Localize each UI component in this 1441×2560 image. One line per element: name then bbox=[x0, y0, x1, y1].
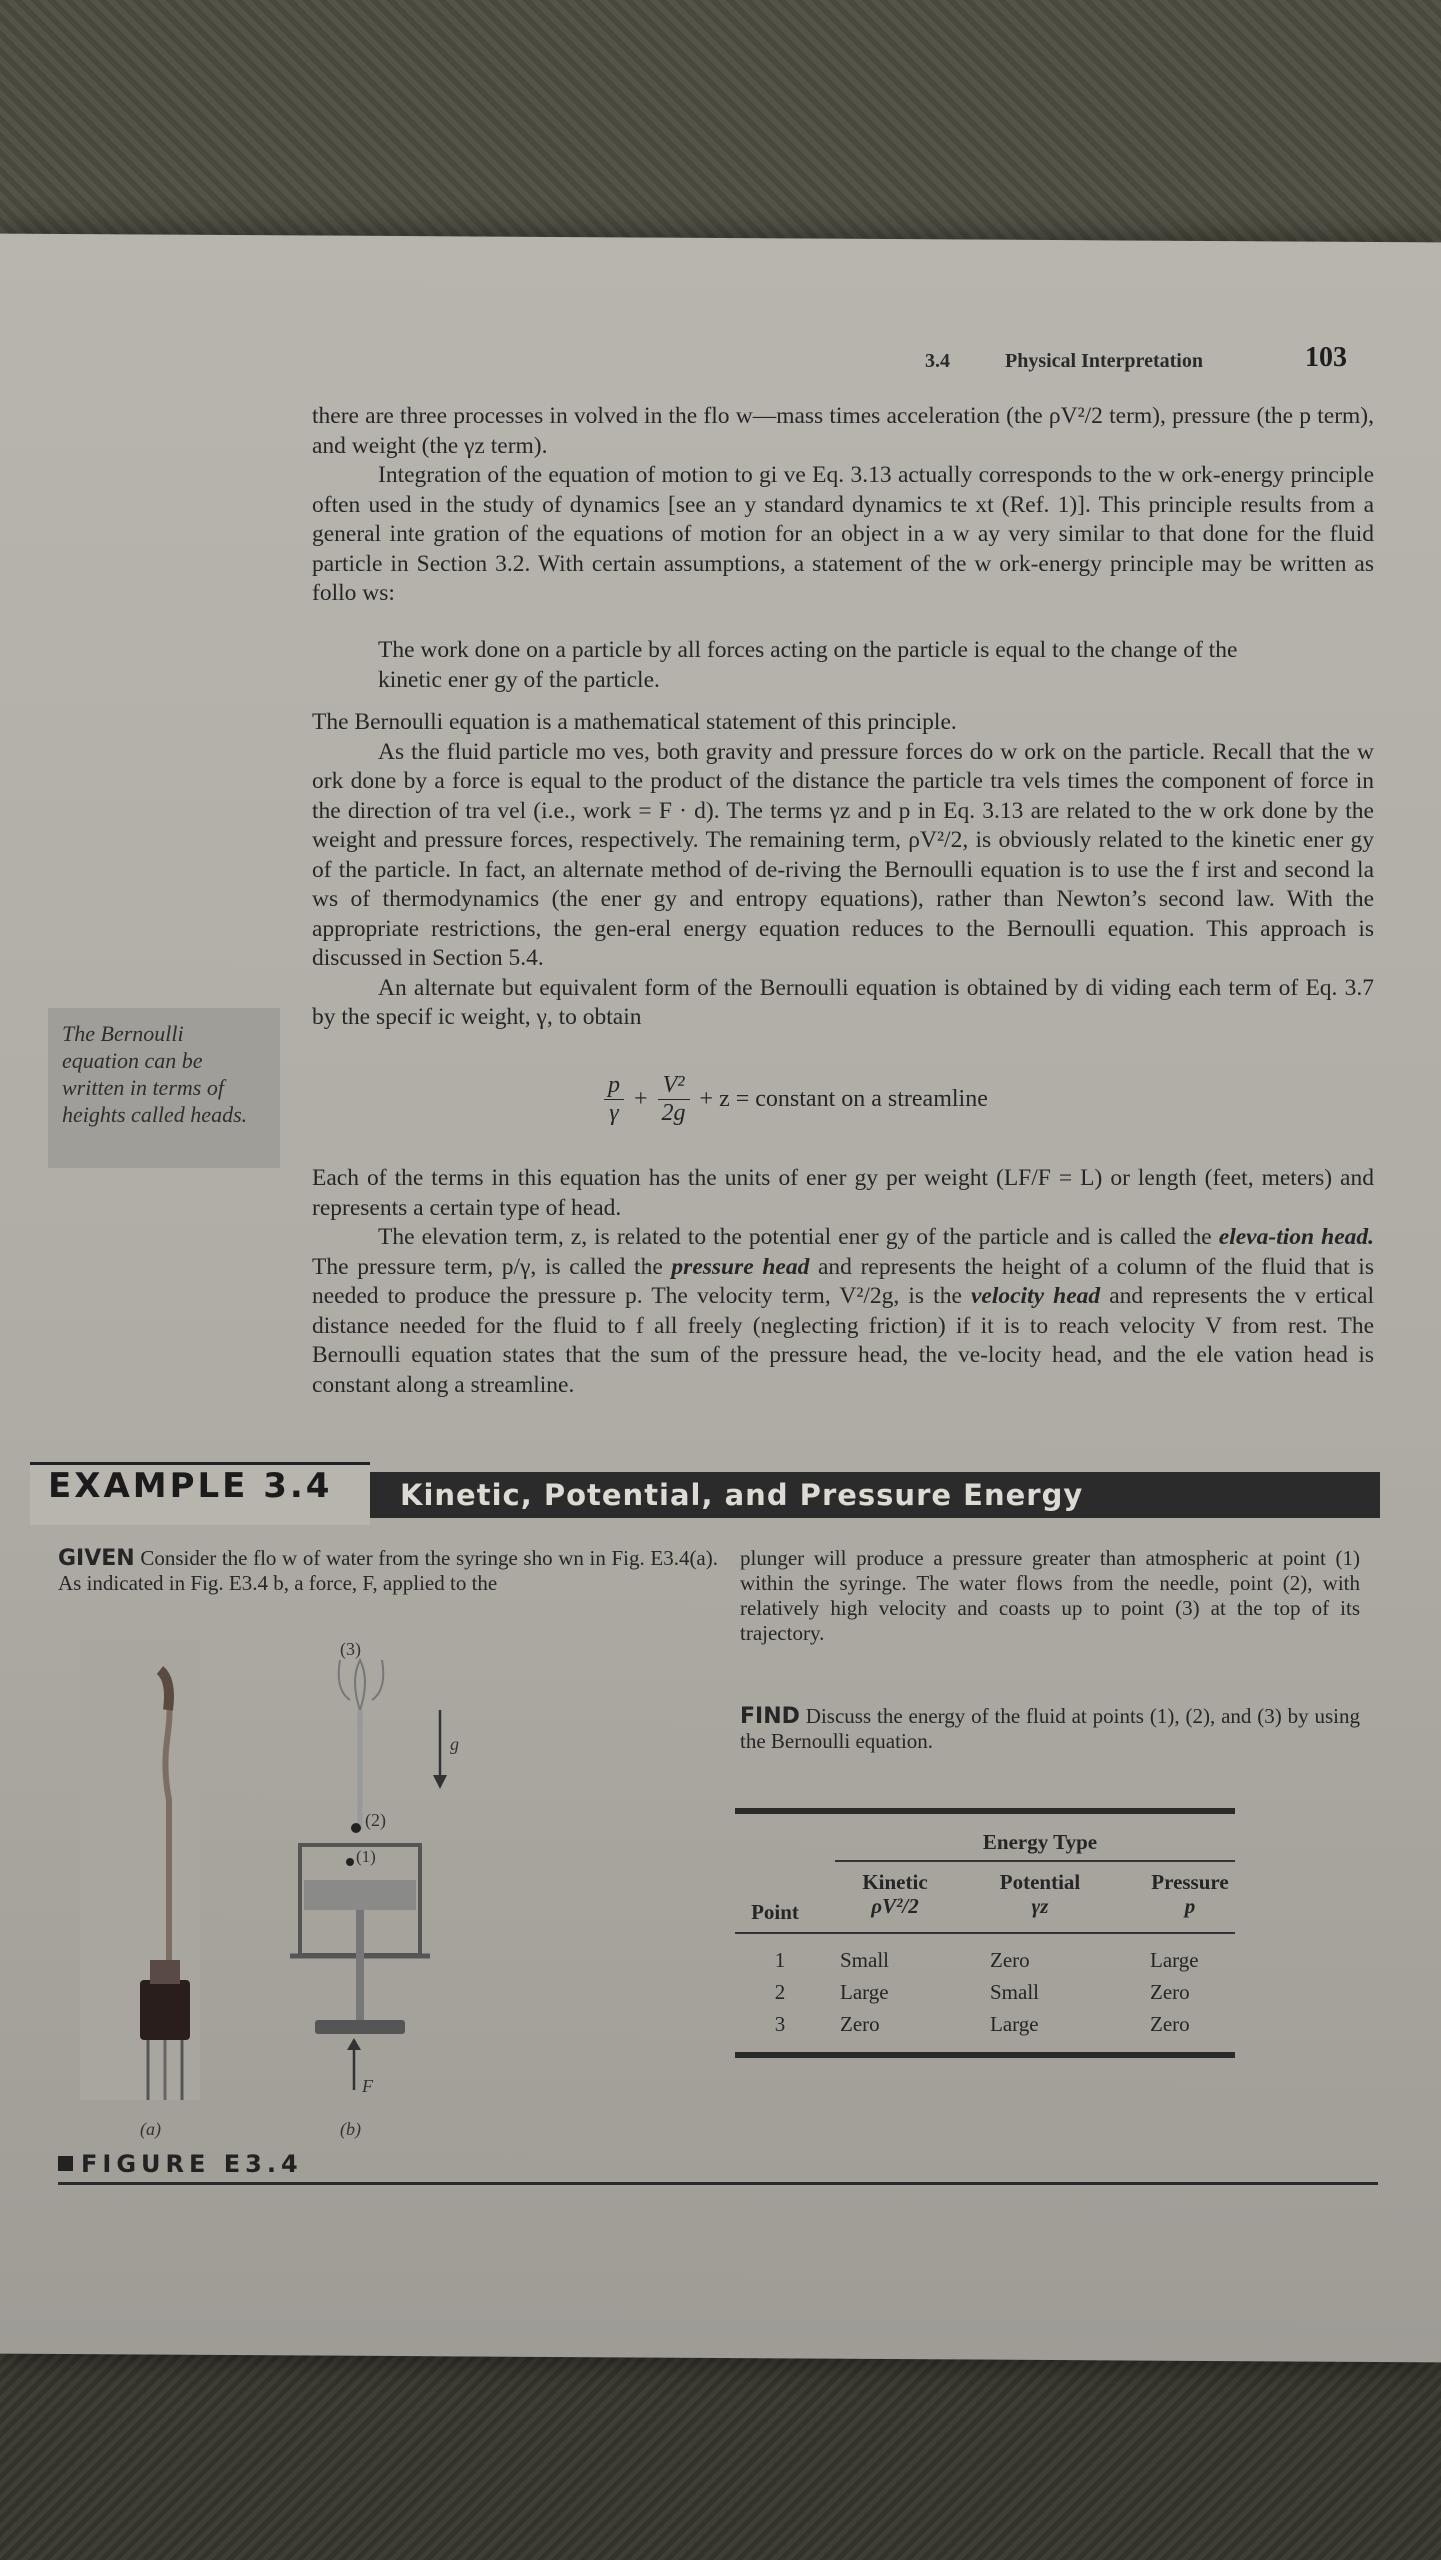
figure-label-2: (2) bbox=[365, 1810, 386, 1830]
example-title: Kinetic, Potential, and Pressure Energy bbox=[400, 1478, 1084, 1512]
header-section-number: 3.4 bbox=[925, 350, 950, 372]
velocity-head-fraction bbox=[658, 1072, 690, 1127]
table-cell-pressure: Large bbox=[1150, 1948, 1199, 1972]
find-section bbox=[740, 1704, 1360, 1754]
caption-square-icon bbox=[58, 2156, 73, 2171]
figure-label-g: g bbox=[450, 1734, 459, 1754]
paragraph: there are three processes in volved in the flo w—mass times acceleration (the ρV²/2 term), pressure (the p term), and weight (the γz term). bbox=[312, 403, 1374, 459]
table-cell-kinetic: Zero bbox=[840, 2012, 880, 2036]
find-label: FIND bbox=[740, 1704, 800, 1729]
table-cell-point: 1 bbox=[774, 1948, 786, 1972]
figure-caption: FIGURE E3.4 bbox=[58, 2150, 303, 2178]
given-label: GIVEN bbox=[58, 1546, 135, 1571]
text-block-1 bbox=[312, 402, 1374, 609]
paragraph: The elevation term, z, is related to the potential ener gy of the particle and is called the eleva-tion head. The pressure term, p/γ, is called the pressure head and represents the height of a column of the fluid that is needed to produce the pressure p. The velocity term, V²/2g, is the velocity head and represents the v ertical distance needed for the fluid to f all freely (neglecting friction) if it is to reach velocity V from rest. The Bernoulli equation states that the sum of the pressure head, the ve-locity head, and the ele vation head is constant along a streamline. bbox=[312, 1224, 1375, 1398]
table-cell-point: 3 bbox=[774, 2012, 786, 2036]
table-header-kinetic: Kinetic bbox=[862, 1870, 928, 1894]
text-block-3 bbox=[312, 1164, 1374, 1400]
find-text: Discuss the energy of the fluid at points (1), (2), and (3) by using the Bernoulli equation. bbox=[740, 1704, 1361, 1753]
syringe-diagram-b bbox=[290, 1660, 447, 2090]
table-bottom-rule bbox=[735, 2052, 1235, 2058]
example-label: EXAMPLE 3.4 bbox=[48, 1466, 333, 1506]
fraction-denominator: γ bbox=[609, 1100, 619, 1126]
table-cell-potential: Large bbox=[990, 2012, 1039, 2036]
figure-label-1: (1) bbox=[356, 1847, 376, 1866]
figure-label-F: F bbox=[362, 2076, 373, 2096]
background-bottom bbox=[0, 2340, 1441, 2560]
table-header-point: Point bbox=[751, 1900, 799, 1924]
table-header-pressure: Pressure bbox=[1151, 1870, 1229, 1894]
table-header-potential: Potential bbox=[999, 1870, 1081, 1894]
header-title: Physical Interpretation bbox=[1005, 350, 1203, 372]
table-cell-kinetic: Large bbox=[840, 1980, 889, 2004]
paragraph: Integration of the equation of motion to gi ve Eq. 3.13 actually corresponds to the w ork-energy principle often used in the study of dynamics [see an y standard dynamics te xt (Ref. 1)]. This principle results from a general inte gration of the equations of motion for an object in a w ay very similar to that done for the fluid particle in Section 3.2. With certain assumptions, a statement of the w ork-energy principle may be written as follo ws: bbox=[312, 462, 1374, 606]
point-1-marker bbox=[346, 1858, 354, 1866]
fraction-denominator: 2g bbox=[661, 1100, 686, 1126]
example-bottom-rule bbox=[58, 2182, 1378, 2185]
figure-label-a: (a) bbox=[140, 2119, 161, 2139]
table-header-rule bbox=[735, 1932, 1235, 1934]
given-text: Consider the flo w of water from the syringe sho wn in Fig. E3.4(a). As indicated in Fig. E3.4 b, a force, F, applied to the bbox=[58, 1546, 718, 1595]
paragraph: The Bernoulli equation is a mathematical statement of this principle. bbox=[312, 709, 957, 735]
background-top bbox=[0, 0, 1441, 250]
table-cell-kinetic: Small bbox=[840, 1948, 890, 1972]
margin-note: The Bernoulli equation can be written in terms of heights called heads. bbox=[48, 1008, 280, 1168]
paragraph: Each of the terms in this equation has the units of ener gy per weight (LF/F = L) or length (feet, meters) and represents a certain type of head. bbox=[312, 1165, 1374, 1221]
table-subheader-potential: γz bbox=[1031, 1894, 1049, 1918]
table-cell-potential: Zero bbox=[990, 1948, 1030, 1972]
figure-label-b: (b) bbox=[340, 2119, 361, 2139]
paragraph: An alternate but equivalent form of the Bernoulli equation is obtained by di viding each term of Eq. 3.7 by the specif ic weight, γ, to obtain bbox=[312, 974, 1374, 1030]
table-group-rule bbox=[835, 1860, 1235, 1862]
syringe-photo-a bbox=[80, 1640, 200, 2100]
table-group-header: Energy Type bbox=[982, 1830, 1098, 1854]
bernoulli-head-equation: $\frac{p}{\gamma}$ + $\frac{\text{V²}}{2g}$ + z = constant on a streamline bbox=[600, 1072, 988, 1142]
table-cell-pressure: Zero bbox=[1150, 2012, 1190, 2036]
table-subheader-kinetic: ρV²/2 bbox=[871, 1894, 919, 1918]
equation-remainder: + z = constant on a streamline bbox=[699, 1086, 988, 1112]
table-subheader-pressure: p bbox=[1184, 1894, 1196, 1918]
table-top-rule bbox=[735, 1808, 1235, 1814]
given-section bbox=[58, 1546, 718, 1596]
paragraph: As the fluid particle mo ves, both gravity and pressure forces do w ork on the particle. Recall that the w ork done by a force is equal to the product of the distance the particle tra vels times the component of force in the direction of tra vel (i.e., work = F · d). The terms γz and p in Eq. 3.13 are related to the w ork done by the weight and pressure forces, respectively. The remaining term, ρV²/2, is obviously related to the kinetic ener gy of the particle. In fact, an alternate method of de-riving the Bernoulli equation is to use the f irst and second la ws of thermodynamics (the ener gy and entropy equations), rather than Newton’s second law. With the appropriate restrictions, the gen-eral energy equation reduces to the Bernoulli equation. This approach is discussed in Section 5.4. bbox=[312, 738, 1374, 971]
table-cell-potential: Small bbox=[990, 1980, 1040, 2004]
principle-quote: The work done on a particle by all forces acting on the particle is equal to the change of the kinetic ener gy of the particle. bbox=[378, 637, 1238, 693]
fraction-numerator: V² bbox=[658, 1072, 690, 1100]
table-cell-pressure: Zero bbox=[1150, 1980, 1190, 2004]
text-block-2 bbox=[312, 708, 1374, 1033]
point-2-marker bbox=[351, 1823, 361, 1833]
syringe-figure bbox=[60, 1640, 480, 2160]
page-number: 103 bbox=[1305, 342, 1347, 373]
pressure-head-fraction bbox=[604, 1072, 624, 1127]
table-cell-point: 2 bbox=[774, 1980, 786, 2004]
figure-label-3: (3) bbox=[340, 1640, 361, 1659]
given-continued: plunger will produce a pressure greater than atmospheric at point (1) within the syringe. The water flows from the needle, point (2), with relatively high velocity and coasts up to point (3) at the top of its trajectory. bbox=[740, 1546, 1360, 1645]
fraction-numerator: p bbox=[604, 1072, 624, 1100]
